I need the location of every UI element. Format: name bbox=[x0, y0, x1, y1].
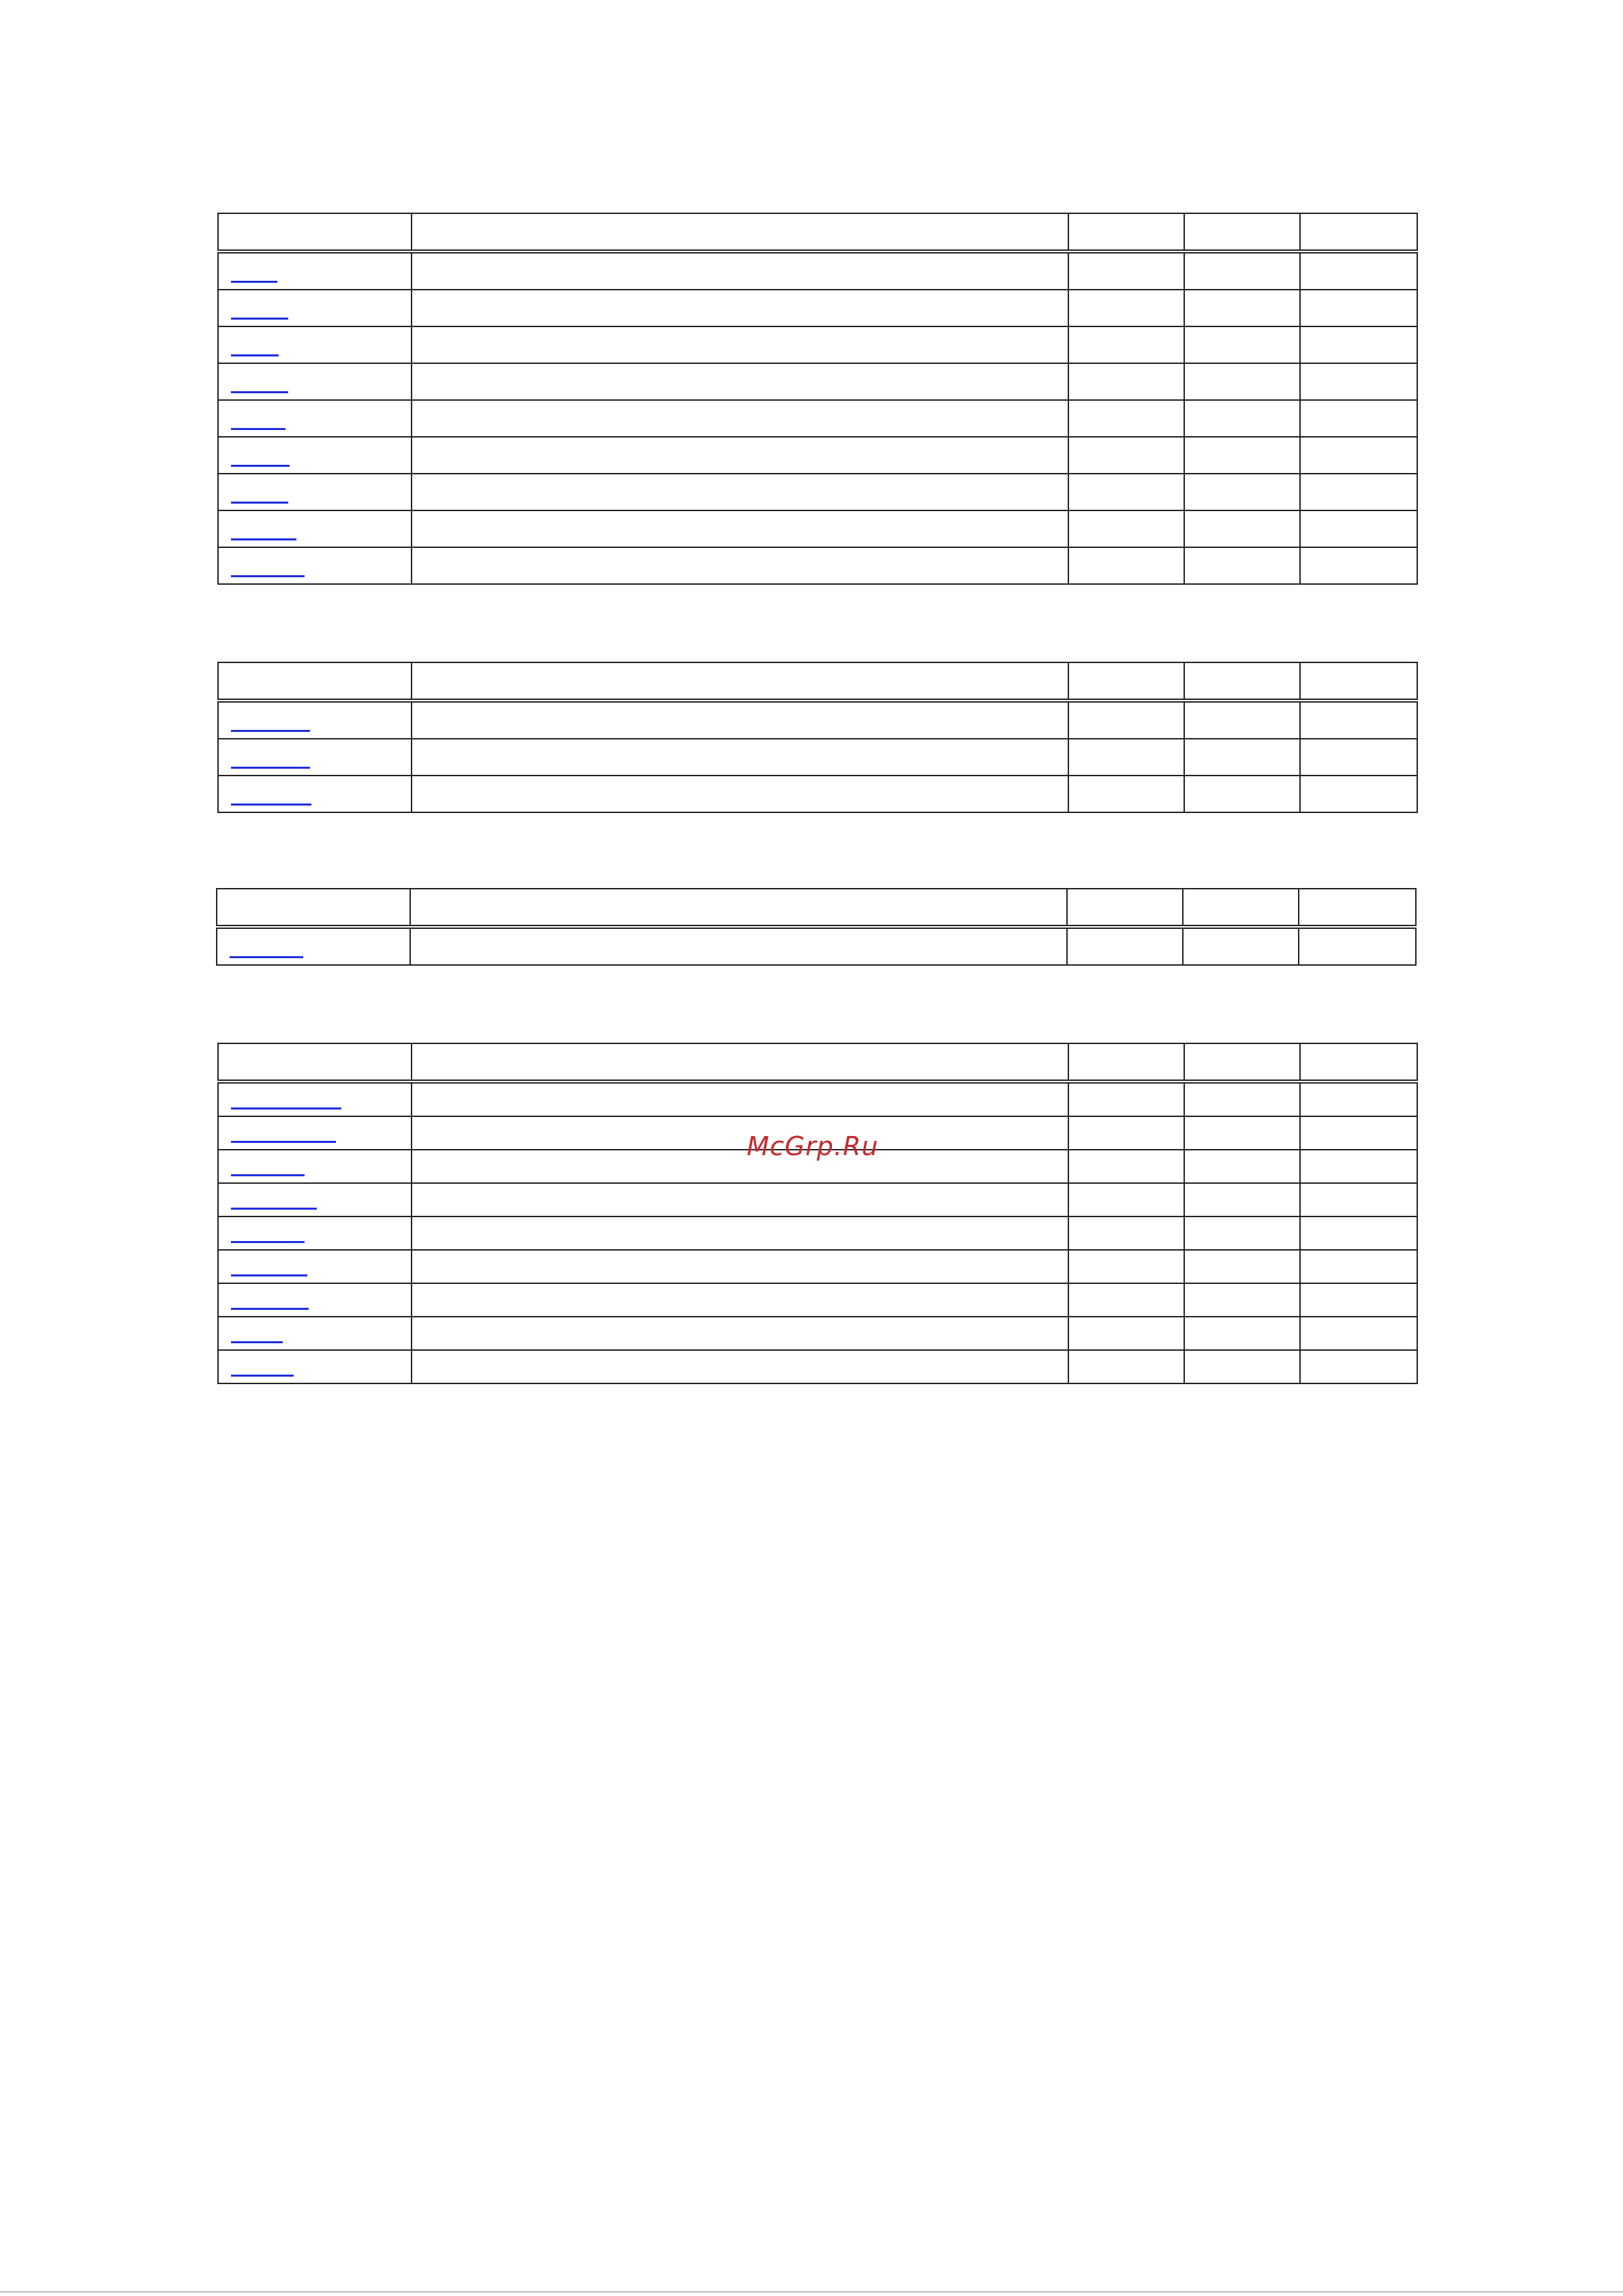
table-cell bbox=[1184, 400, 1300, 437]
table-cell bbox=[1068, 1116, 1184, 1150]
table-3 bbox=[216, 888, 1417, 966]
table-cell bbox=[1300, 510, 1417, 547]
page-link[interactable] bbox=[231, 1172, 305, 1176]
table-row bbox=[218, 1317, 1417, 1350]
table-cell bbox=[1068, 739, 1184, 776]
table-cell bbox=[1067, 927, 1183, 965]
table-cell bbox=[412, 510, 1068, 547]
page-link[interactable] bbox=[231, 572, 305, 577]
link-cell bbox=[218, 1350, 412, 1383]
table-cell bbox=[1068, 1150, 1184, 1183]
table-cell bbox=[1068, 510, 1184, 547]
table-cell bbox=[1184, 437, 1300, 474]
table-cell bbox=[1300, 437, 1417, 474]
page-link[interactable] bbox=[231, 278, 277, 283]
table-cell bbox=[1300, 1216, 1417, 1250]
table-cell bbox=[1300, 290, 1417, 326]
page-link[interactable] bbox=[231, 352, 279, 356]
table-cell bbox=[1068, 1082, 1184, 1116]
table-cell bbox=[1068, 326, 1184, 363]
link-cell bbox=[218, 363, 412, 400]
table-4 bbox=[217, 1043, 1418, 1384]
table-cell bbox=[1300, 547, 1417, 584]
table-cell bbox=[412, 739, 1068, 776]
table-cell bbox=[1068, 776, 1184, 812]
table-cell bbox=[1184, 326, 1300, 363]
table-cell bbox=[1068, 1317, 1184, 1350]
table-cell bbox=[1300, 1082, 1417, 1116]
table-cell bbox=[1068, 400, 1184, 437]
table-row bbox=[218, 363, 1417, 400]
table-cell bbox=[1300, 1350, 1417, 1383]
page-link[interactable] bbox=[231, 1105, 341, 1109]
table-cell bbox=[1184, 1116, 1300, 1150]
page-link[interactable] bbox=[230, 953, 303, 958]
table-cell bbox=[412, 474, 1068, 510]
table-cell bbox=[1068, 701, 1184, 739]
table-cell bbox=[412, 1250, 1068, 1283]
table-cell bbox=[1183, 927, 1299, 965]
link-cell bbox=[218, 474, 412, 510]
table-row bbox=[218, 510, 1417, 547]
table-cell bbox=[1068, 363, 1184, 400]
table-row bbox=[218, 251, 1417, 290]
table-cell bbox=[1300, 1150, 1417, 1183]
table-1 bbox=[217, 213, 1418, 585]
page-link[interactable] bbox=[231, 388, 288, 393]
link-cell bbox=[218, 1183, 412, 1216]
table-row bbox=[218, 1350, 1417, 1383]
table-2 bbox=[217, 662, 1418, 813]
table-row bbox=[218, 547, 1417, 584]
link-cell bbox=[218, 776, 412, 812]
table-cell bbox=[1184, 739, 1300, 776]
link-cell bbox=[218, 547, 412, 584]
page-link[interactable] bbox=[231, 1305, 309, 1310]
page-link[interactable] bbox=[231, 727, 310, 732]
link-cell bbox=[218, 400, 412, 437]
table-cell bbox=[1184, 701, 1300, 739]
link-cell bbox=[218, 701, 412, 739]
link-cell bbox=[218, 1317, 412, 1350]
page-link[interactable] bbox=[231, 1138, 336, 1143]
table-cell bbox=[412, 437, 1068, 474]
link-cell bbox=[218, 1116, 412, 1150]
table-header bbox=[218, 662, 1417, 701]
table-cell bbox=[1300, 251, 1417, 290]
page-link[interactable] bbox=[231, 1205, 317, 1210]
table-cell bbox=[1300, 474, 1417, 510]
table-row bbox=[218, 776, 1417, 812]
table-cell bbox=[1300, 1250, 1417, 1283]
page-link[interactable] bbox=[231, 499, 288, 504]
table-cell bbox=[1184, 1216, 1300, 1250]
link-cell bbox=[218, 437, 412, 474]
link-cell bbox=[218, 739, 412, 776]
table-cell bbox=[412, 1350, 1068, 1383]
table-row bbox=[218, 1216, 1417, 1250]
table-cell bbox=[412, 326, 1068, 363]
table-row bbox=[218, 1082, 1417, 1116]
table-cell bbox=[1184, 1317, 1300, 1350]
page-link[interactable] bbox=[231, 1338, 283, 1343]
table-cell bbox=[412, 400, 1068, 437]
table-cell bbox=[410, 927, 1067, 965]
table-cell bbox=[412, 1150, 1068, 1183]
table-cell bbox=[412, 1116, 1068, 1150]
table-cell bbox=[1300, 363, 1417, 400]
table-cell bbox=[1184, 251, 1300, 290]
table-row bbox=[218, 701, 1417, 739]
table-row bbox=[218, 1183, 1417, 1216]
table-cell bbox=[1299, 927, 1416, 965]
table-cell bbox=[1184, 1183, 1300, 1216]
table-cell bbox=[1300, 1283, 1417, 1317]
watermark: McGrp.Ru bbox=[747, 1131, 879, 1161]
table-row bbox=[218, 739, 1417, 776]
table-cell bbox=[1068, 1250, 1184, 1283]
table-header bbox=[218, 213, 1417, 251]
link-cell bbox=[217, 927, 410, 965]
table-cell bbox=[412, 363, 1068, 400]
page-link[interactable] bbox=[231, 462, 290, 467]
link-cell bbox=[218, 510, 412, 547]
table-cell bbox=[1184, 474, 1300, 510]
table-cell bbox=[1184, 1150, 1300, 1183]
table-cell bbox=[1300, 1116, 1417, 1150]
table-cell bbox=[412, 701, 1068, 739]
page-link[interactable] bbox=[231, 315, 288, 320]
table-cell bbox=[1068, 290, 1184, 326]
table-cell bbox=[1184, 1350, 1300, 1383]
table-cell bbox=[1300, 326, 1417, 363]
link-cell bbox=[218, 251, 412, 290]
table-cell bbox=[412, 1082, 1068, 1116]
table-row bbox=[218, 290, 1417, 326]
page-link[interactable] bbox=[231, 1272, 307, 1276]
table-cell bbox=[1068, 1216, 1184, 1250]
table-cell bbox=[1300, 1183, 1417, 1216]
link-cell bbox=[218, 1283, 412, 1317]
table-cell bbox=[1300, 776, 1417, 812]
table-row bbox=[218, 326, 1417, 363]
table-cell bbox=[412, 1216, 1068, 1250]
table-cell bbox=[412, 1317, 1068, 1350]
table-cell bbox=[1184, 510, 1300, 547]
table-cell bbox=[1184, 1250, 1300, 1283]
table-cell bbox=[1184, 776, 1300, 812]
table-cell bbox=[1068, 1350, 1184, 1383]
table-cell bbox=[412, 290, 1068, 326]
page-link[interactable] bbox=[231, 1372, 294, 1377]
table-cell bbox=[1068, 1183, 1184, 1216]
page-link[interactable] bbox=[231, 764, 310, 769]
table-cell bbox=[1300, 739, 1417, 776]
footer-rule bbox=[0, 2291, 1623, 2293]
link-cell bbox=[218, 290, 412, 326]
table-cell bbox=[1184, 363, 1300, 400]
table-cell bbox=[1184, 1283, 1300, 1317]
page-link[interactable] bbox=[231, 536, 296, 540]
table-cell bbox=[412, 776, 1068, 812]
page-link[interactable] bbox=[231, 801, 311, 806]
table-cell bbox=[412, 1283, 1068, 1317]
link-cell bbox=[218, 326, 412, 363]
page-link[interactable] bbox=[231, 425, 285, 430]
table-row bbox=[217, 927, 1416, 965]
table-cell bbox=[1068, 474, 1184, 510]
table-row bbox=[218, 437, 1417, 474]
table-row bbox=[218, 474, 1417, 510]
link-cell bbox=[218, 1216, 412, 1250]
page-link[interactable] bbox=[231, 1238, 305, 1243]
table-cell bbox=[1184, 290, 1300, 326]
table-cell bbox=[412, 251, 1068, 290]
table-cell bbox=[1300, 1317, 1417, 1350]
table-cell bbox=[1184, 547, 1300, 584]
table-cell bbox=[412, 1183, 1068, 1216]
table-cell bbox=[1068, 251, 1184, 290]
table-cell bbox=[1184, 1082, 1300, 1116]
table-row bbox=[218, 1250, 1417, 1283]
link-cell bbox=[218, 1150, 412, 1183]
table-row bbox=[218, 400, 1417, 437]
table-cell bbox=[1300, 701, 1417, 739]
table-header bbox=[217, 889, 1416, 927]
table-cell bbox=[1068, 547, 1184, 584]
table-cell bbox=[1300, 400, 1417, 437]
link-cell bbox=[218, 1250, 412, 1283]
table-cell bbox=[1068, 1283, 1184, 1317]
link-cell bbox=[218, 1082, 412, 1116]
table-cell bbox=[412, 547, 1068, 584]
table-header bbox=[218, 1043, 1417, 1082]
table-cell bbox=[1068, 437, 1184, 474]
table-row bbox=[218, 1283, 1417, 1317]
